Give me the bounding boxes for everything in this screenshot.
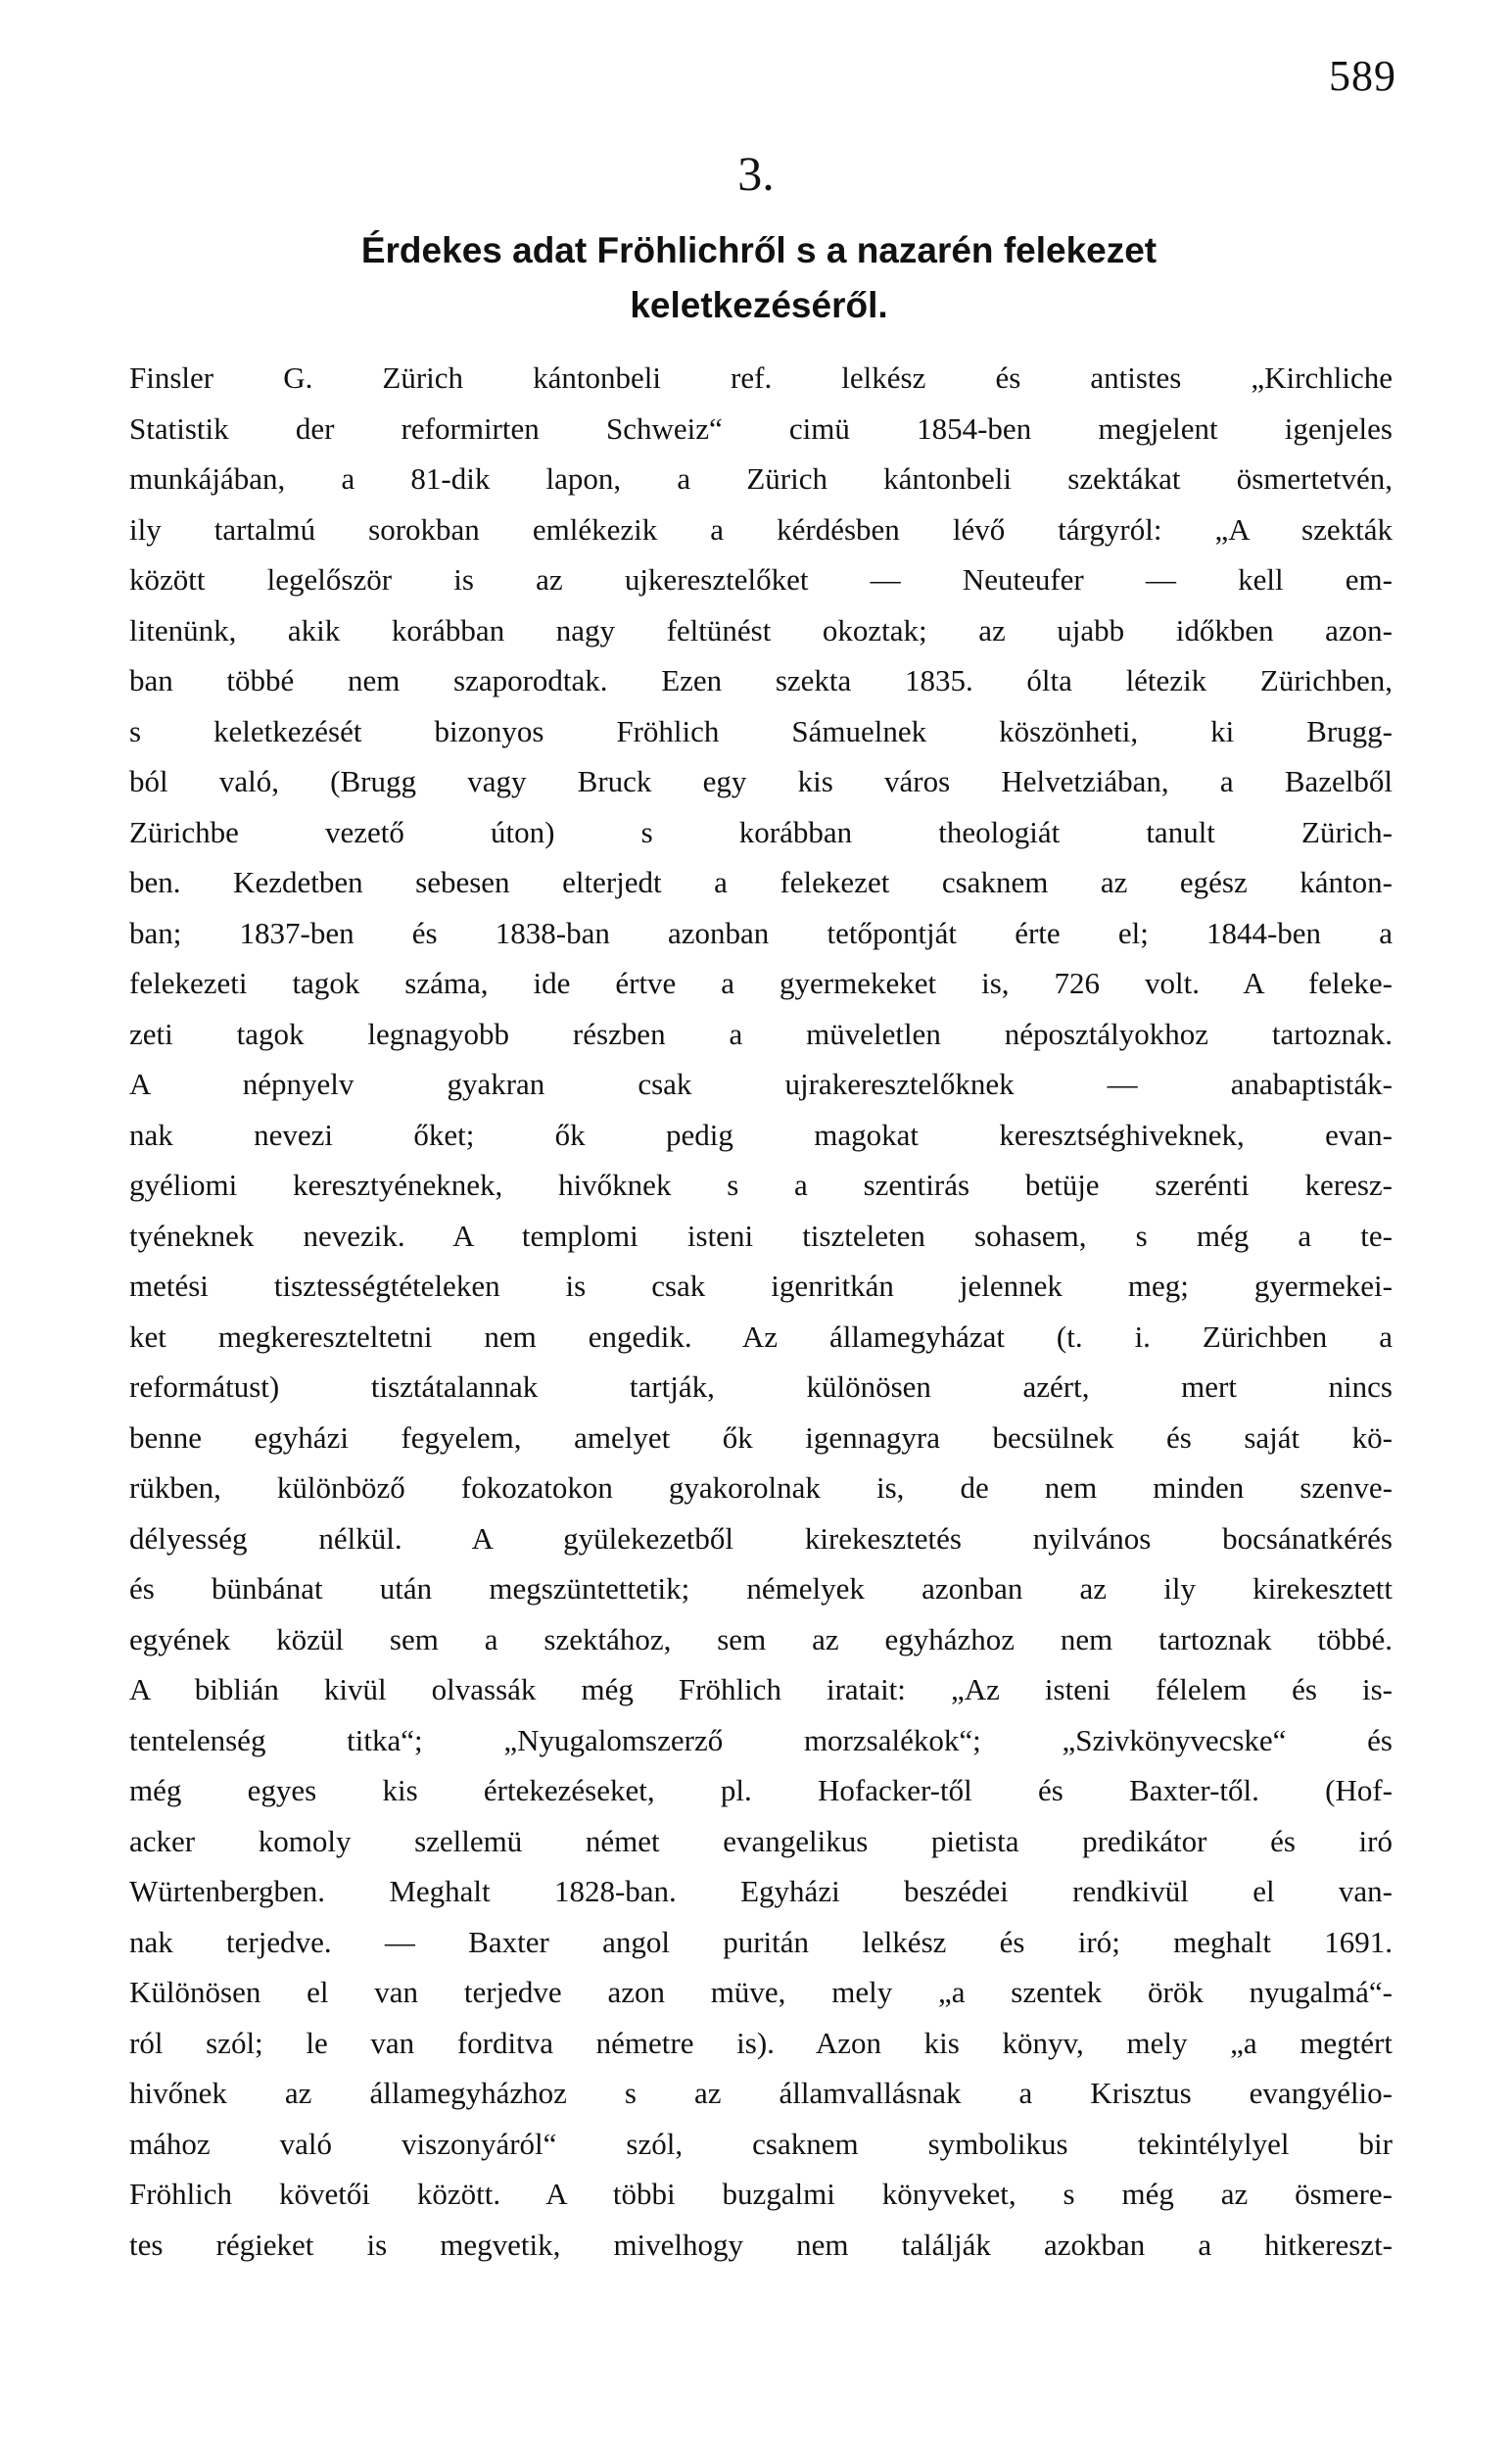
text-line: metési tisztességtételeken is csak igenritkán jelennek meg; gyermekei-	[129, 1269, 1393, 1303]
text-line: nak nevezi őket; ők pedig magokat keresztséghiveknek, evan-	[129, 1117, 1393, 1152]
text-line: még egyes kis értekezéseket, pl. Hofacker-től és Baxter-től. (Hof-	[129, 1773, 1393, 1807]
text-line: Statistik der reformirten Schweiz“ cimü 1854-ben megjelent igenjeles	[129, 410, 1393, 446]
text-line: gyéliomi keresztyéneknek, hivőknek s a szentirás betüje szerénti keresz-	[129, 1168, 1393, 1202]
text-line: A biblián kivül olvassák még Fröhlich iratait: „Az isteni félelem és is-	[129, 1672, 1393, 1706]
text-line: nak terjedve. — Baxter angol puritán lelkész és iró; meghalt 1691.	[129, 1924, 1393, 1959]
text-line: munkájában, a 81-dik lapon, a Zürich kántonbeli szektákat ösmertetvén,	[129, 461, 1393, 496]
text-line: reformátust) tisztátalannak tartják, különösen azért, mert nincs	[129, 1369, 1393, 1404]
text-line: ben. Kezdetben sebesen elterjedt a felekezet csaknem az egész kánton-	[129, 865, 1393, 899]
text-line: A népnyelv gyakran csak ujrakeresztelőknek — anabaptisták-	[129, 1067, 1393, 1101]
text-line: ket megkereszteltetni nem engedik. Az államegyházat (t. i. Zürichben a	[129, 1319, 1393, 1354]
text-line: között legelőször is az ujkeresztelőket — Neuteufer — kell em-	[129, 562, 1393, 597]
text-line: tyéneknek nevezik. A templomi isteni tiszteleten sohasem, s még a te-	[129, 1218, 1393, 1253]
text-line: ról szól; le van forditva németre is). Azon kis könyv, mely „a megtért	[129, 2025, 1393, 2060]
article-title-line: Érdekes adat Fröhlichről s a nazarén felekezet	[360, 230, 1158, 270]
text-line: ily tartalmú sorokban emlékezik a kérdésben lévő tárgyról: „A szekták	[129, 511, 1393, 547]
text-line: mához való viszonyáról“ szól, csaknem symbolikus tekintélylyel bir	[129, 2126, 1393, 2161]
text-line: Würtenbergben. Meghalt 1828-ban. Egyházi beszédei rendkivül el van-	[129, 1874, 1393, 1908]
text-line: acker komoly szellemü német evangelikus pietista predikátor és iró	[129, 1823, 1393, 1858]
text-line: és bünbánat után megszüntettetik; némelyek azonban az ily kirekesztett	[129, 1571, 1393, 1606]
text-line: benne egyházi fegyelem, amelyet ők igennagyra becsülnek és saját kö-	[129, 1419, 1393, 1455]
text-line: ban; 1837-ben és 1838-ban azonban tetőpontját érte el; 1844-ben a	[129, 915, 1393, 950]
text-line: egyének közül sem a szektához, sem az egyházhoz nem tartoznak többé.	[129, 1621, 1393, 1656]
article-title	[147, 223, 1371, 333]
text-line: délyesség nélkül. A gyülekezetből kirekesztetés nyilvános bocsánatkérés	[129, 1520, 1393, 1556]
text-line: litenünk, akik korábban nagy feltünést okoztak; az ujabb időkben azon-	[129, 612, 1393, 647]
text-line: s keletkezését bizonyos Fröhlich Sámuelnek köszönheti, ki Brugg-	[129, 713, 1393, 748]
text-line: rükben, különböző fokozatokon gyakorolnak is, de nem minden szenve-	[129, 1470, 1393, 1505]
text-line: Fröhlich követői között. A többi buzgalmi könyveket, s még az ösmere-	[129, 2177, 1393, 2211]
text-line: tes régieket is megvetik, mivelhogy nem találják azokban a hitkereszt-	[129, 2227, 1393, 2262]
body-text	[129, 353, 1393, 2270]
text-line: hivőnek az államegyházhoz s az államvallásnak a Krisztus evangyélio-	[129, 2076, 1393, 2110]
section-number: 3.	[737, 146, 775, 201]
text-line: Finsler G. Zürich kántonbeli ref. lelkész és antistes „Kirchliche	[129, 360, 1393, 395]
article-title-line: keletkezéséről.	[630, 285, 888, 325]
text-line: Zürichbe vezető úton) s korábban theologiát tanult Zürich-	[129, 814, 1393, 849]
text-line: tentelenség titka“; „Nyugalomszerző morzsalékok“; „Szivkönyvecske“ és	[129, 1722, 1393, 1757]
text-line: ban többé nem szaporodtak. Ezen szekta 1835. ólta létezik Zürichben,	[129, 663, 1393, 697]
text-line: Különösen el van terjedve azon müve, mely „a szentek örök nyugalmá“-	[129, 1975, 1393, 2009]
page-number: 589	[1329, 52, 1396, 100]
text-line: felekezeti tagok száma, ide értve a gyermekeket is, 726 volt. A feleke-	[129, 966, 1393, 1000]
text-line: ból való, (Brugg vagy Bruck egy kis város Helvetziában, a Bazelből	[129, 764, 1393, 798]
text-line: zeti tagok legnagyobb részben a müveletlen néposztályokhoz tartoznak.	[129, 1016, 1393, 1051]
